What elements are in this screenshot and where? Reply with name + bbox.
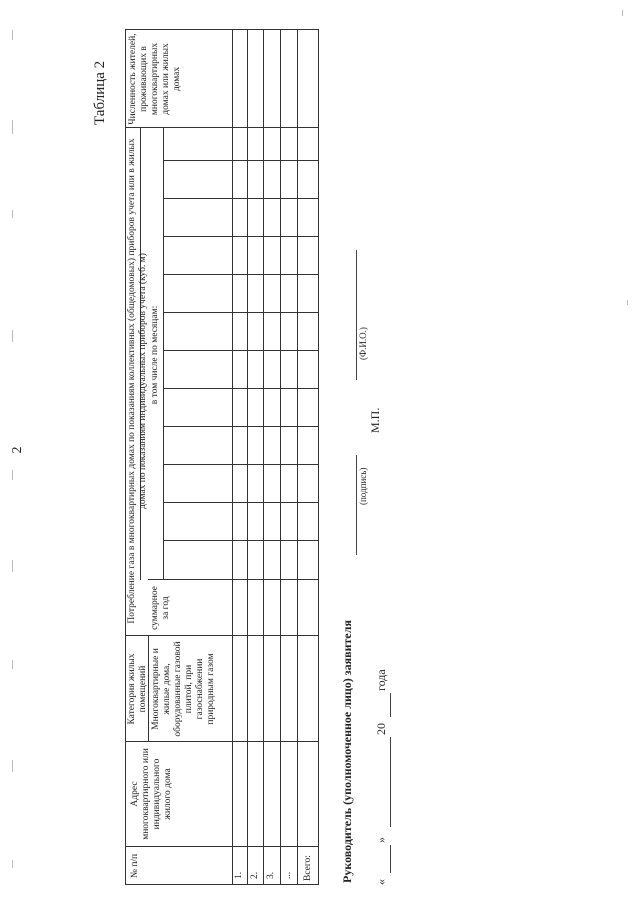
row-label-1: 1. <box>234 871 244 879</box>
header-num: № п/п <box>130 853 140 879</box>
year-prefix: 20 <box>374 723 388 735</box>
row-label-3: 3. <box>266 871 276 879</box>
row-label-2: 2. <box>250 871 260 879</box>
name-hint: (Ф.И.О.) <box>358 327 368 360</box>
header-total-year: суммарное за год <box>150 586 171 630</box>
header-residents: Численность жителей, проживающих в многоквартирных домах или жилых домах <box>128 33 182 125</box>
row-label-ellipsis: ... <box>283 871 293 879</box>
header-consumption: Потребление газа в многоквартирных домах по показаниям коллективных (общедомовых) приборов учета или в жилых домах по показаниям индивидуальных приборов учета (куб. м) <box>127 138 148 624</box>
signature-hint: (подпись) <box>358 467 368 505</box>
row-label-total: Всего: <box>303 855 313 881</box>
stamp-label: М.П. <box>368 407 382 433</box>
header-category-sub: Многоквартирные и жилые дома, оборудованные газовой плитой, при газоснабжении природным газом <box>151 641 216 737</box>
header-by-month: в том числе по месяцам: <box>150 305 160 405</box>
date-open-quote: « <box>374 879 388 885</box>
header-category: Категория жилых помещений <box>127 653 148 725</box>
year-suffix: года <box>374 669 388 691</box>
head-label: Руководитель (уполномоченное лицо) заявителя <box>340 620 354 883</box>
date-close-quote: » <box>374 837 388 843</box>
page-number: 2 <box>10 446 25 454</box>
header-address: Адрес многоквартирного или индивидуального жилого дома <box>130 748 173 840</box>
table-label: Таблица 2 <box>92 60 108 125</box>
